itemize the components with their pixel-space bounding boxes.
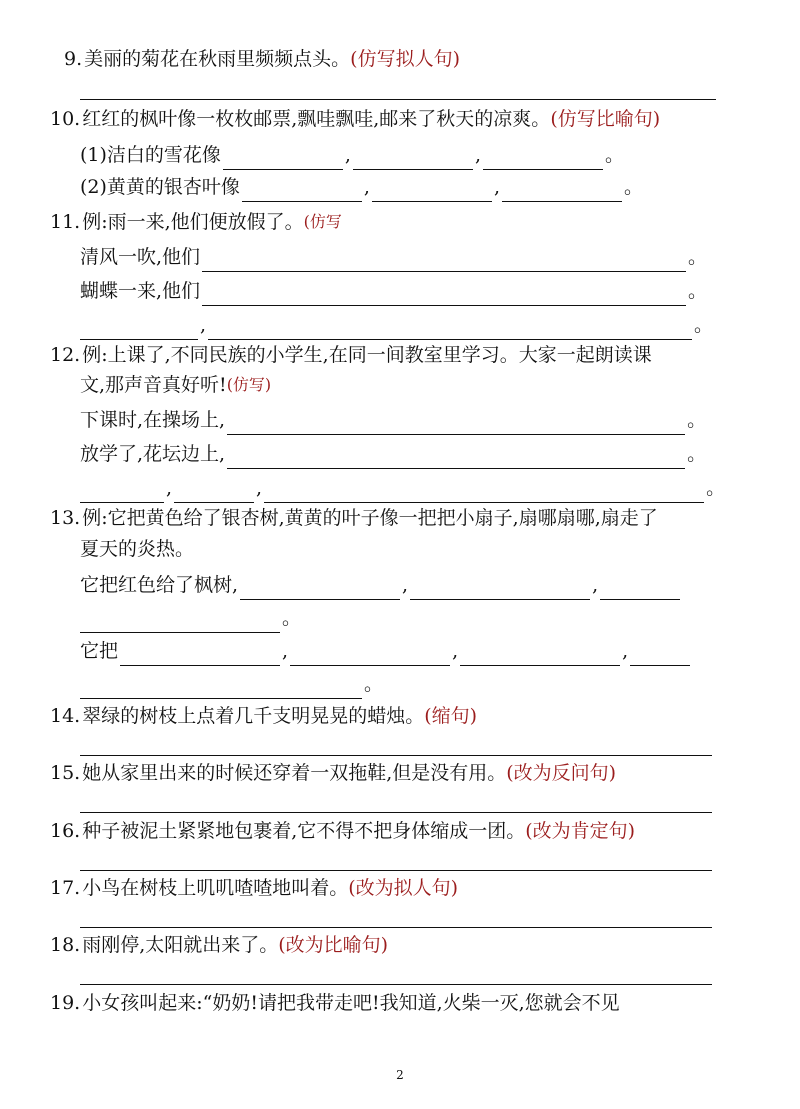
instruction-tag: (改为肯定句) (525, 820, 636, 842)
comma: , (402, 574, 409, 596)
question-number: 14. (50, 705, 81, 727)
answer-blank[interactable] (483, 147, 603, 170)
answer-row (80, 242, 707, 272)
prompt-text: 它把红色给了枫树, (80, 574, 239, 596)
period: 。 (687, 443, 707, 465)
question-14 (50, 701, 477, 731)
answer-row (80, 473, 725, 503)
period: 。 (687, 409, 707, 431)
question-19 (50, 988, 620, 1018)
question-text: 小鸟在树枝上叽叽喳喳地叫着。 (82, 877, 349, 899)
question-15 (50, 758, 616, 788)
question-number: 15. (50, 762, 81, 784)
question-number: 18. (50, 934, 81, 956)
question-number: 10. (50, 108, 81, 130)
comma: , (452, 640, 459, 662)
answer-line[interactable] (80, 984, 712, 985)
question-13 (50, 503, 658, 533)
sub-question-1 (80, 140, 624, 170)
answer-blank[interactable] (80, 317, 198, 340)
question-text: 她从家里出来的时候还穿着一双拖鞋,但是没有用。 (82, 762, 507, 784)
question-9 (64, 44, 460, 74)
question-text: 例:上课了,不同民族的小学生,在同一间教室里学习。大家一起朗读课 (82, 344, 652, 366)
period: 。 (624, 176, 644, 198)
period: 。 (688, 246, 708, 268)
instruction-tag: (仿写 (303, 212, 342, 231)
question-text: 例:雨一来,他们便放假了。 (82, 211, 304, 233)
question-text: 美丽的菊花在秋雨里频频点头。 (84, 48, 351, 70)
instruction-tag: (改为反问句) (506, 762, 617, 784)
answer-line[interactable] (80, 870, 712, 871)
answer-line[interactable] (80, 927, 712, 928)
sub-question-2 (80, 172, 643, 202)
answer-line[interactable] (80, 99, 716, 100)
question-text: 例:它把黄色给了银杏树,黄黄的叶子像一把把小扇子,扇哪扇哪,扇走了 (82, 507, 658, 529)
answer-blank[interactable] (502, 179, 622, 202)
period: 。 (688, 280, 708, 302)
comma: , (200, 314, 207, 336)
question-17 (50, 873, 458, 903)
answer-blank[interactable] (202, 283, 686, 306)
period: 。 (605, 144, 625, 166)
instruction-tag: (仿写比喻句) (550, 108, 661, 130)
comma: , (363, 176, 370, 198)
prompt-text: 放学了,花坛边上, (80, 443, 226, 465)
answer-blank[interactable] (600, 577, 680, 600)
question-13-cont (80, 534, 194, 564)
answer-blank[interactable] (227, 412, 685, 435)
question-number: 12. (50, 344, 81, 366)
prompt-text: 它把 (80, 640, 119, 662)
question-number: 19. (50, 992, 81, 1014)
answer-blank[interactable] (460, 643, 620, 666)
question-18 (50, 930, 388, 960)
question-text: 翠绿的树枝上点着几千支明晃晃的蜡烛。 (82, 705, 425, 727)
answer-blank[interactable] (242, 179, 362, 202)
prompt-text: 蝴蝶一来,他们 (80, 280, 201, 302)
answer-blank[interactable] (630, 643, 690, 666)
period: 。 (282, 607, 302, 629)
comma: , (592, 574, 599, 596)
answer-blank[interactable] (353, 147, 473, 170)
answer-blank[interactable] (223, 147, 343, 170)
instruction-tag: (缩句) (424, 705, 478, 727)
prompt-text: 清风一吹,他们 (80, 246, 201, 268)
question-text: 夏天的炎热。 (80, 538, 195, 560)
instruction-tag: (改为比喻句) (278, 934, 389, 956)
answer-line[interactable] (80, 812, 712, 813)
answer-blank[interactable] (208, 317, 692, 340)
answer-blank[interactable] (240, 577, 400, 600)
question-12 (50, 340, 652, 370)
comma: , (474, 144, 482, 166)
answer-line[interactable] (80, 755, 712, 756)
question-text: 文,那声音真好听! (80, 374, 227, 396)
question-12-cont (80, 370, 271, 400)
question-number: 17. (50, 877, 81, 899)
comma: , (256, 477, 263, 499)
answer-row (80, 636, 692, 666)
answer-row (80, 405, 706, 435)
instruction-tag: (仿写) (226, 375, 272, 394)
answer-blank[interactable] (174, 480, 254, 503)
comma: , (166, 477, 173, 499)
question-11 (50, 207, 342, 237)
question-16 (50, 816, 635, 846)
instruction-tag: (改为拟人句) (348, 877, 459, 899)
answer-blank[interactable] (290, 643, 450, 666)
answer-blank[interactable] (120, 643, 280, 666)
question-text: 红红的枫叶像一枚枚邮票,飘哇飘哇,邮来了秋天的凉爽。 (82, 108, 551, 130)
sub-question-text: (1)洁白的雪花像 (80, 144, 221, 166)
question-text: 种子被泥土紧紧地包裹着,它不得不把身体缩成一团。 (82, 820, 526, 842)
answer-row (80, 276, 707, 306)
answer-row (80, 310, 713, 340)
answer-blank[interactable] (202, 249, 686, 272)
answer-blank[interactable] (410, 577, 590, 600)
answer-row (80, 439, 706, 469)
comma: , (493, 176, 501, 198)
question-text: 小女孩叫起来:“奶奶!请把我带走吧!我知道,火柴一灭,您就会不见 (82, 992, 620, 1014)
page-number: 2 (396, 1068, 404, 1082)
question-number: 13. (50, 507, 81, 529)
answer-row (80, 570, 682, 600)
sub-question-text: (2)黄黄的银杏叶像 (80, 176, 240, 198)
instruction-tag: (仿写拟人句) (350, 48, 460, 70)
answer-blank[interactable] (264, 480, 704, 503)
question-text: 雨刚停,太阳就出来了。 (82, 934, 279, 956)
prompt-text: 下课时,在操场上, (80, 409, 226, 431)
comma: , (344, 144, 351, 166)
answer-blank[interactable] (227, 446, 685, 469)
answer-row (80, 603, 301, 633)
question-number: 11. (50, 211, 81, 233)
comma: , (622, 640, 629, 662)
question-number: 16. (50, 820, 81, 842)
answer-blank[interactable] (80, 480, 164, 503)
question-10 (50, 104, 660, 134)
period: 。 (364, 673, 384, 695)
question-number: 9. (64, 48, 83, 70)
period: 。 (694, 314, 714, 336)
answer-blank[interactable] (80, 676, 362, 699)
comma: , (282, 640, 289, 662)
answer-row (80, 669, 383, 699)
answer-blank[interactable] (80, 610, 280, 633)
period: 。 (706, 477, 726, 499)
answer-blank[interactable] (372, 179, 492, 202)
